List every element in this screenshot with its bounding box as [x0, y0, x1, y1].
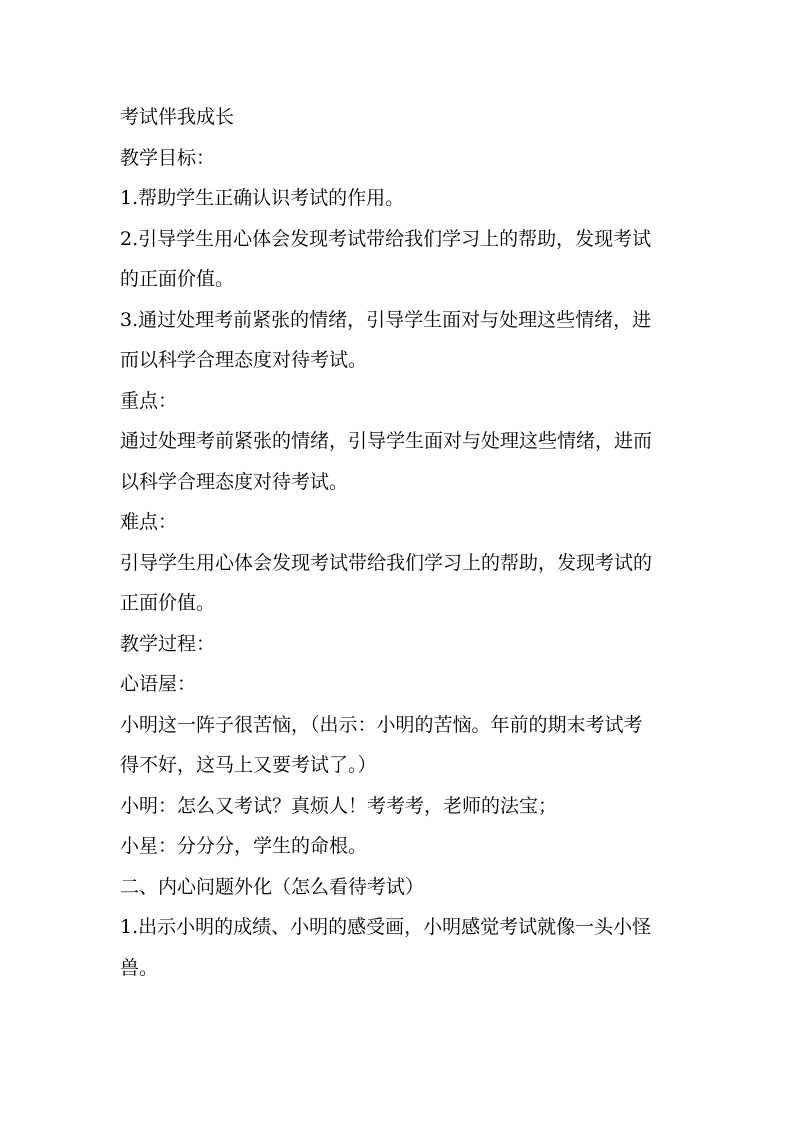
- section-two-heading: 二、内心问题外化（怎么看待考试）: [120, 875, 425, 898]
- goal-3-line-1: 3.通过处理考前紧张的情绪，引导学生面对与处理这些情绪，进: [120, 308, 652, 331]
- difficulty-line-2: 正面价值。: [120, 592, 216, 614]
- goal-2-line-1: 2.引导学生用心体会发现考试带给我们学习上的帮助，发现考试: [120, 227, 652, 250]
- xiaoming-quote: 小明：怎么又考试？真烦人！考考考，老师的法宝；: [120, 794, 558, 817]
- story-line-2: 得不好，这马上又要考试了。）: [120, 754, 377, 776]
- step-1-line-2: 兽。: [120, 956, 159, 979]
- goals-heading: 教学目标：: [120, 146, 216, 169]
- xiaoxing-quote: 小星：分分分，学生的命根。: [120, 835, 368, 857]
- heart-room-heading: 心语屋：: [120, 673, 197, 695]
- key-point-heading: 重点：: [120, 389, 178, 412]
- process-heading: 教学过程：: [120, 632, 216, 655]
- step-1-line-1: 1.出示小明的成绩、小明的感受画，小明感觉考试就像一头小怪: [120, 916, 652, 938]
- difficulty-heading: 难点：: [120, 511, 178, 533]
- goal-2-line-2: 的正面价值。: [120, 268, 235, 290]
- difficulty-line-1: 引导学生用心体会发现考试带给我们学习上的帮助，发现考试的: [120, 551, 653, 574]
- key-point-line-2: 以科学合理态度对待考试。: [120, 470, 349, 493]
- key-point-line-1: 通过处理考前紧张的情绪，引导学生面对与处理这些情绪，进而: [120, 430, 653, 452]
- goal-3-line-2: 而以科学合理态度对待考试。: [120, 349, 368, 371]
- goal-1: 1.帮助学生正确认识考试的作用。: [120, 187, 405, 209]
- document-title: 考试伴我成长: [120, 106, 235, 128]
- document-body: [120, 97, 680, 988]
- story-line-1: 小明这一阵子很苦恼，（出示：小明的苦恼。年前的期末考试考: [120, 713, 643, 736]
